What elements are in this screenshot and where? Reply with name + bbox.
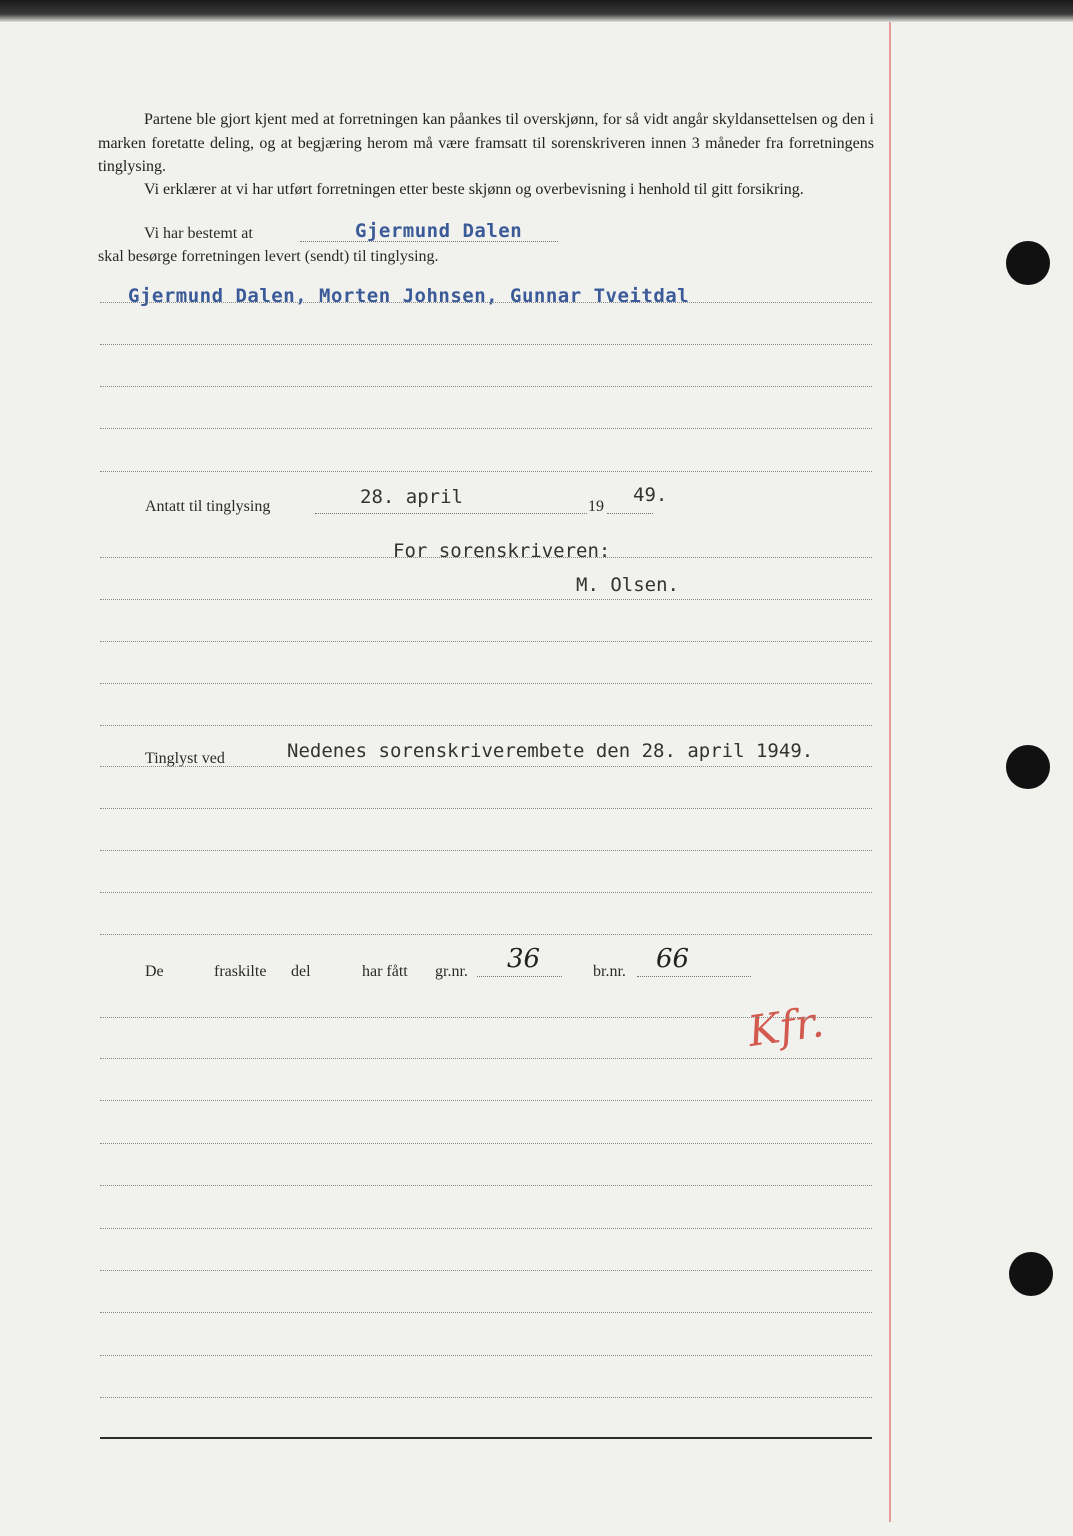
rule bbox=[100, 934, 872, 935]
rule bbox=[100, 1228, 872, 1229]
punch-hole bbox=[1006, 745, 1050, 789]
rule bbox=[100, 1058, 872, 1059]
rule bbox=[100, 557, 872, 558]
bnr-value: 66 bbox=[656, 944, 690, 974]
rule bbox=[100, 1312, 872, 1313]
rule bbox=[100, 302, 872, 303]
punch-hole bbox=[1009, 1252, 1053, 1296]
gnr-label: gr.nr. bbox=[435, 963, 468, 980]
rule bbox=[100, 428, 872, 429]
rule bbox=[100, 641, 872, 642]
rule bbox=[100, 386, 872, 387]
accepted-label: Antatt til tinglysing bbox=[145, 498, 271, 515]
bnr-line bbox=[637, 976, 751, 977]
rule bbox=[100, 344, 872, 345]
rule bbox=[100, 850, 872, 851]
margin-line bbox=[889, 22, 891, 1522]
rule bbox=[100, 808, 872, 809]
scan-top-edge bbox=[0, 0, 1073, 22]
year-prefix: 19 bbox=[588, 498, 604, 515]
closing-rule bbox=[100, 1437, 872, 1439]
delivery-label: Vi har bestemt at bbox=[144, 225, 253, 242]
registered-label: Tinglyst ved bbox=[145, 750, 225, 767]
rule bbox=[100, 471, 872, 472]
rule bbox=[100, 725, 872, 726]
rule bbox=[100, 766, 872, 767]
rule bbox=[100, 1270, 872, 1271]
accepted-date-line bbox=[315, 513, 587, 514]
for-label: For sorenskriveren: bbox=[393, 540, 611, 562]
parcel-word-de: De bbox=[145, 963, 164, 980]
year-suffix: 49. bbox=[633, 484, 668, 506]
parcel-word-har-fatt: har fått bbox=[362, 963, 408, 980]
rule bbox=[100, 599, 872, 600]
rule bbox=[100, 683, 872, 684]
rule bbox=[100, 1185, 872, 1186]
delivery-suffix: skal besørge forretningen levert (sendt) til tinglysing. bbox=[98, 248, 439, 265]
signatures: Gjermund Dalen, Morten Johnsen, Gunnar Tveitdal bbox=[128, 285, 690, 307]
appeal-paragraph: Partene ble gjort kjent med at forretningen kan påankes til overskjønn, for så vidt angår skyldansettelsen og den i marken foretatte deling, og at begjæring herom må være framsatt til sorenskriveren innen 3 måneder fra forretningens tinglysing. bbox=[98, 111, 874, 175]
rule bbox=[100, 1143, 872, 1144]
accepted-date: 28. april bbox=[360, 486, 463, 508]
registered-text: Nedenes sorenskriverembete den 28. april 1949. bbox=[287, 740, 814, 762]
bnr-label: br.nr. bbox=[593, 963, 626, 980]
rule bbox=[100, 1017, 872, 1018]
rule bbox=[100, 892, 872, 893]
gnr-value: 36 bbox=[507, 944, 541, 974]
declaration-paragraph: Vi erklærer at vi har utført forretningen etter beste skjønn og overbevisning i henhold til gitt forsikring. bbox=[144, 181, 804, 198]
rule bbox=[100, 1355, 872, 1356]
signer: M. Olsen. bbox=[576, 574, 679, 596]
rule bbox=[100, 1397, 872, 1398]
check-initials: Kfr. bbox=[744, 996, 827, 1057]
parcel-word-fraskilte: fraskilte bbox=[214, 963, 267, 980]
parcel-word-del: del bbox=[291, 963, 311, 980]
year-line bbox=[607, 513, 653, 514]
rule bbox=[100, 1100, 872, 1101]
delivery-name: Gjermund Dalen bbox=[355, 220, 523, 242]
gnr-line bbox=[477, 976, 562, 977]
punch-hole bbox=[1006, 241, 1050, 285]
